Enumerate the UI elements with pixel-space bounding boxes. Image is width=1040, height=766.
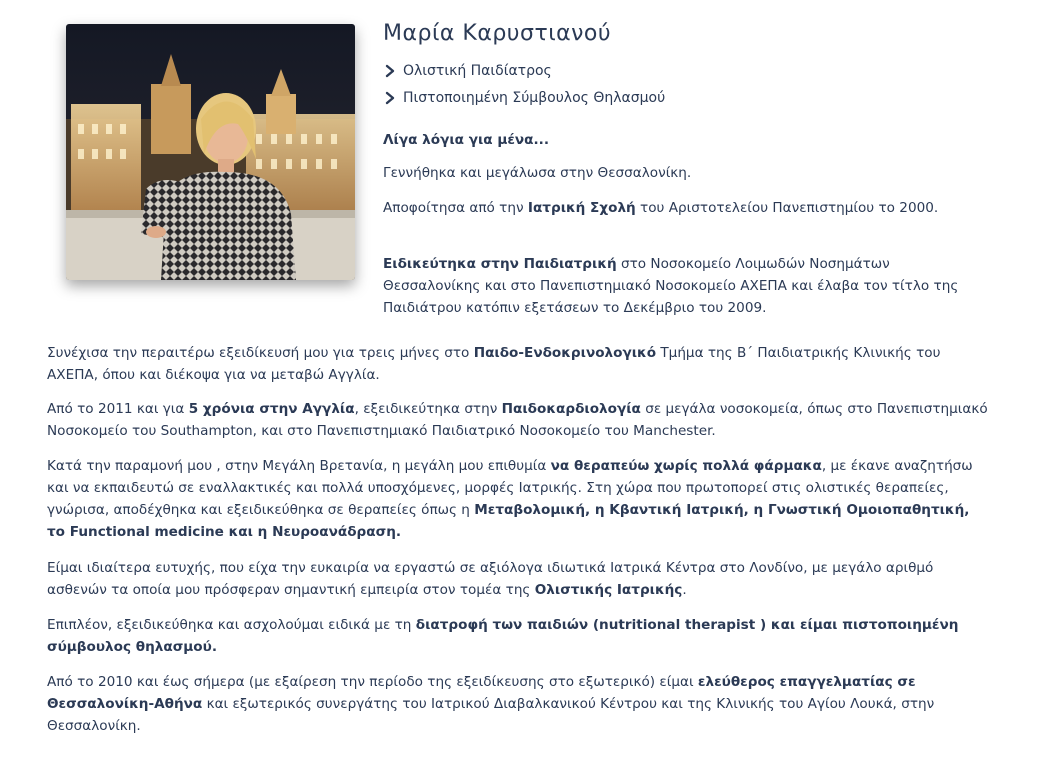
chevron-right-icon (383, 91, 397, 105)
profile-photo (66, 24, 355, 280)
page-title: Μαρία Καρυστιανού (383, 21, 612, 46)
intro-specialization: Ειδικεύτηκα στην Παιδιατρική στο Νοσοκομείο Λοιμωδών Νοσημάτων Θεσσαλονίκης και στο Πανεπιστημιακό Νοσοκομείο ΑΧΕΠΑ και έλαβα τον τίτλο της Παιδιάτρου κατόπιν εξετάσεων το Δεκέμβριο του 2009. (383, 256, 959, 316)
intro-graduation: Αποφοίτησα από την Ιατρική Σχολή του Αριστοτελείου Πανεπιστημίου το 2000. (383, 200, 939, 216)
role-label: Πιστοποιημένη Σύμβουλος Θηλασμού (403, 90, 666, 106)
bio-paragraph-practice: Από το 2010 και έως σήμερα (με εξαίρεση την περίοδο της εξειδίκευσης στο εξωτερικό) είμαι ελεύθερος επαγγελματίας σε Θεσσαλονίκη-Αθήνα και εξωτερικός συνεργάτης του Ιατρικού Διαβαλκανικού Κέντρου και της Κλινικής του Αγίου Λουκά, στην Θεσσαλονίκη. (47, 674, 935, 734)
chevron-right-icon (383, 64, 397, 78)
profile-header (383, 20, 983, 116)
intro-heading: Λίγα λόγια για μένα... (383, 132, 550, 148)
bio-paragraph-nutrition: Επιπλέον, εξειδικεύθηκα και ασχολούμαι ειδικά με τη διατροφή των παιδιών (nutritional therapist ) και είμαι πιστοποιημένη σύμβουλος θηλασμού. (47, 617, 959, 655)
role-item-pediatrician (383, 62, 983, 80)
role-label: Ολιστική Παιδίατρος (403, 63, 552, 79)
bio-paragraph-london: Είμαι ιδιαίτερα ευτυχής, που είχα την ευκαιρία να εργαστώ σε αξιόλογα ιδιωτικά Ιατρικά Κέντρα στο Λονδίνο, με μεγάλο αριθμό ασθενών τα οποία μου πρόσφεραν σημαντική εμπειρία στον τομέα της Ολιστικής Ιατρικής. (47, 560, 934, 598)
bio-paragraph-endocrinology: Συνέχισα την περαιτέρω εξειδίκευσή μου για τρεις μήνες στο Παιδο-Ενδοκρινολογικό Τμήμα της Β΄ Παιδιατρικής Κλινικής του ΑΧΕΠΑ, όπου και διέκοψα για να μεταβώ Αγγλία. (47, 345, 941, 383)
intro-born: Γεννήθηκα και μεγάλωσα στην Θεσσαλονίκη. (383, 165, 692, 181)
role-item-breastfeeding-consultant (383, 89, 983, 107)
bio-paragraph-holistic-therapies: Κατά την παραμονή μου , στην Μεγάλη Βρετανία, η μεγάλη μου επιθυμία να θεραπεύω χωρίς πολλά φάρμακα, με έκανε αναζητήσω και να εκπαιδευτώ σε εναλλακτικές και πολλά υποσχόμενες, μορφές Ιατρικής. Στη χώρα που πρωτοπορεί στις ολιστικές θεραπείες, γνώρισα, αποδέχθηκα και εξειδικεύθηκα σε θεραπείες όπως η Μεταβολομική, η Κβαντική Ιατρική, η Γνωστική Ομοιοπαθητική, το Functional medicine και η Νευροανάδραση. (47, 458, 973, 540)
profile-photo-illustration (66, 24, 355, 280)
bio-paragraph-england: Από το 2011 και για 5 χρόνια στην Αγγλία, εξειδικεύτηκα στην Παιδοκαρδιολογία σε μεγάλα νοσοκομεία, όπως στο Πανεπιστημιακό Νοσοκομείο του Southampton, και στο Πανεπιστημιακό Παιδιατρικό Νοσοκομείο του Manchester. (47, 401, 988, 439)
